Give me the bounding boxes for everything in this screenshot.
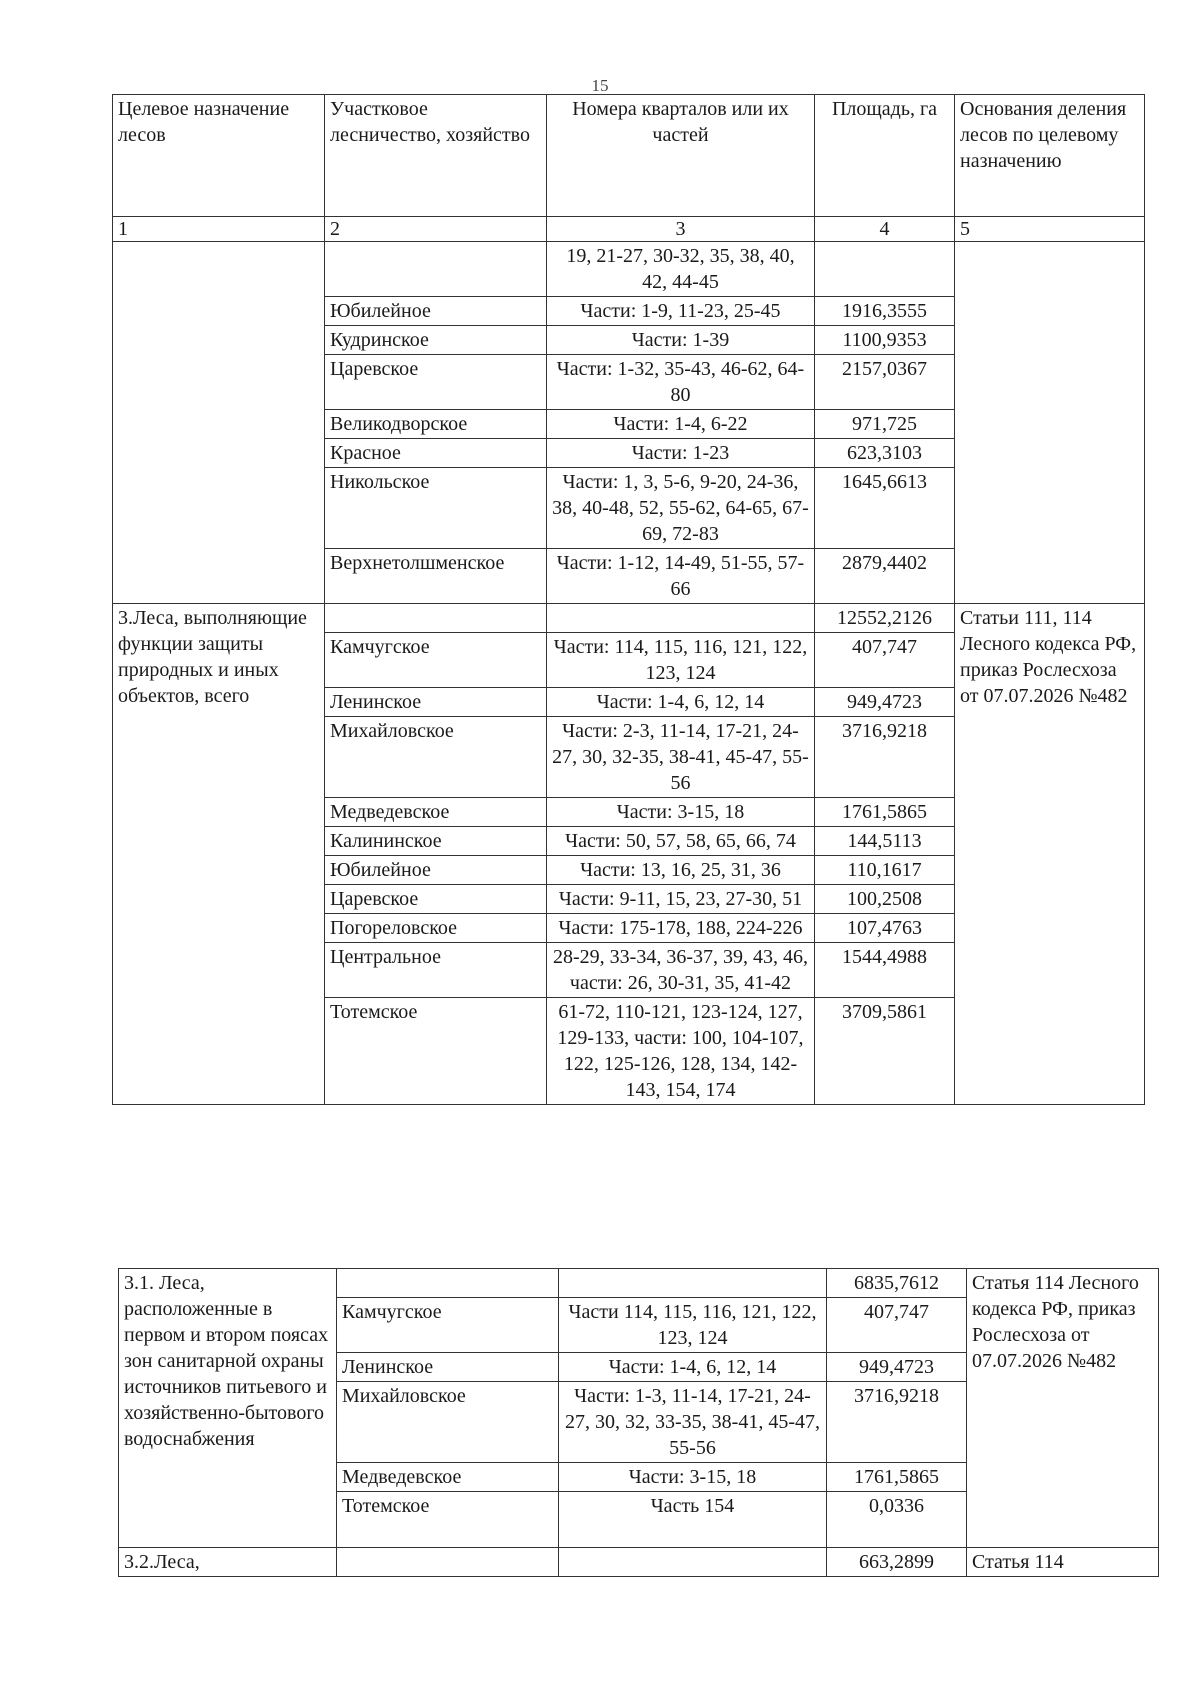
quarters-cell: Части: 1-23 xyxy=(547,439,815,468)
forestry-cell: Камчугское xyxy=(337,1298,559,1353)
area-cell: 1761,5865 xyxy=(827,1463,967,1492)
forestry-cell: Погореловское xyxy=(325,914,547,943)
area-cell: 1761,5865 xyxy=(815,798,955,827)
column-number: 5 xyxy=(955,217,1145,242)
section-total-row xyxy=(119,1269,1159,1298)
quarters-cell: 61-72, 110-121, 123-124, 127, 129-133, части: 100, 104-107, 122, 125-126, 128, 134, 142-143, 154, 174 xyxy=(547,998,815,1105)
quarters-cell: Части: 1, 3, 5-6, 9-20, 24-36, 38, 40-48, 52, 55-62, 64-65, 67-69, 72-83 xyxy=(547,468,815,549)
quarters-cell xyxy=(559,1548,827,1577)
forestry-cell xyxy=(337,1548,559,1577)
quarters-cell: Часть 154 xyxy=(559,1492,827,1548)
table-row xyxy=(113,242,1145,297)
forestry-cell: Михайловское xyxy=(337,1382,559,1463)
column-number: 4 xyxy=(815,217,955,242)
quarters-cell xyxy=(559,1269,827,1298)
area-cell: 3709,5861 xyxy=(815,998,955,1105)
area-cell: 3716,9218 xyxy=(815,717,955,798)
page-number: 15 xyxy=(591,76,609,95)
forestry-cell: Великодворское xyxy=(325,410,547,439)
header-quarters: Номера кварталов или их частей xyxy=(547,95,815,217)
quarters-cell: Части: 1-3, 11-14, 17-21, 24-27, 30, 32, 33-35, 38-41, 45-47, 55-56 xyxy=(559,1382,827,1463)
forestry-cell: Тотемское xyxy=(337,1492,559,1548)
purpose-cell: 3.2.Леса, xyxy=(119,1548,337,1577)
quarters-cell: Части: 2-3, 11-14, 17-21, 24-27, 30, 32-35, 38-41, 45-47, 55-56 xyxy=(547,717,815,798)
forestry-cell: Центральное xyxy=(325,943,547,998)
forestry-cell: Кудринское xyxy=(325,326,547,355)
area-cell xyxy=(815,242,955,297)
area-cell: 2879,4402 xyxy=(815,549,955,604)
area-cell: 2157,0367 xyxy=(815,355,955,410)
basis-cell: Статьи 111, 114 Лесного кодекса РФ, приказ Рослесхоза от 07.07.2026 №482 xyxy=(955,604,1145,1105)
forestry-cell: Ленинское xyxy=(337,1353,559,1382)
quarters-cell: 28-29, 33-34, 36-37, 39, 43, 46, части: 26, 30-31, 35, 41-42 xyxy=(547,943,815,998)
basis-cell xyxy=(955,242,1145,604)
purpose-cell: 3.1. Леса, расположенные в первом и втором поясах зон санитарной охраны источников питьевого и хозяйственно-бытового водоснабжения xyxy=(119,1269,337,1548)
purpose-cell xyxy=(113,242,325,604)
forestry-cell: Михайловское xyxy=(325,717,547,798)
column-number: 2 xyxy=(325,217,547,242)
header-forestry: Участковое лесничество, хозяйство xyxy=(325,95,547,217)
quarters-cell: Части: 1-4, 6-22 xyxy=(547,410,815,439)
quarters-cell: Части: 3-15, 18 xyxy=(559,1463,827,1492)
quarters-cell: Части: 50, 57, 58, 65, 66, 74 xyxy=(547,827,815,856)
forestry-cell: Никольское xyxy=(325,468,547,549)
area-cell: 1544,4988 xyxy=(815,943,955,998)
quarters-cell: Части: 1-39 xyxy=(547,326,815,355)
forestry-cell: Красное xyxy=(325,439,547,468)
quarters-cell: Части: 1-4, 6, 12, 14 xyxy=(559,1353,827,1382)
quarters-cell: Части: 114, 115, 116, 121, 122, 123, 124 xyxy=(547,633,815,688)
forestry-cell: Царевское xyxy=(325,885,547,914)
section-total-row xyxy=(119,1548,1159,1577)
area-cell: 949,4723 xyxy=(827,1353,967,1382)
forest-purpose-table xyxy=(112,94,1145,1105)
area-cell: 971,725 xyxy=(815,410,955,439)
total-area-cell: 6835,7612 xyxy=(827,1269,967,1298)
area-cell: 144,5113 xyxy=(815,827,955,856)
quarters-cell: 19, 21-27, 30-32, 35, 38, 40, 42, 44-45 xyxy=(547,242,815,297)
quarters-cell: Части: 1-32, 35-43, 46-62, 64-80 xyxy=(547,355,815,410)
forestry-cell: Медведевское xyxy=(325,798,547,827)
quarters-cell: Части: 3-15, 18 xyxy=(547,798,815,827)
forestry-cell xyxy=(337,1269,559,1298)
area-cell: 1916,3555 xyxy=(815,297,955,326)
column-number: 1 xyxy=(113,217,325,242)
quarters-cell: Части 114, 115, 116, 121, 122, 123, 124 xyxy=(559,1298,827,1353)
column-number-row xyxy=(113,217,1145,242)
forestry-cell: Медведевское xyxy=(337,1463,559,1492)
basis-cell: Статья 114 xyxy=(967,1548,1159,1577)
quarters-cell: Части: 1-4, 6, 12, 14 xyxy=(547,688,815,717)
quarters-cell: Части: 1-12, 14-49, 51-55, 57-66 xyxy=(547,549,815,604)
total-area-cell: 663,2899 xyxy=(827,1548,967,1577)
forestry-cell: Верхнетолшменское xyxy=(325,549,547,604)
purpose-cell: 3.Леса, выполняющие функции защиты природных и иных объектов, всего xyxy=(113,604,325,1105)
area-cell: 623,3103 xyxy=(815,439,955,468)
forestry-cell: Юбилейное xyxy=(325,297,547,326)
table-header-row xyxy=(113,95,1145,217)
area-cell: 107,4763 xyxy=(815,914,955,943)
area-cell: 3716,9218 xyxy=(827,1382,967,1463)
area-cell: 407,747 xyxy=(827,1298,967,1353)
area-cell: 407,747 xyxy=(815,633,955,688)
quarters-cell: Части: 9-11, 15, 23, 27-30, 51 xyxy=(547,885,815,914)
column-number: 3 xyxy=(547,217,815,242)
header-basis: Основания деления лесов по целевому назначению xyxy=(955,95,1145,217)
forestry-cell xyxy=(325,242,547,297)
area-cell: 1645,6613 xyxy=(815,468,955,549)
header-purpose: Целевое назначение лесов xyxy=(113,95,325,217)
area-cell: 949,4723 xyxy=(815,688,955,717)
area-cell: 1100,9353 xyxy=(815,326,955,355)
basis-cell: Статья 114 Лесного кодекса РФ, приказ Рослесхоза от 07.07.2026 №482 xyxy=(967,1269,1159,1548)
forestry-cell: Тотемское xyxy=(325,998,547,1105)
quarters-cell: Части: 1-9, 11-23, 25-45 xyxy=(547,297,815,326)
quarters-cell xyxy=(547,604,815,633)
forestry-cell: Ленинское xyxy=(325,688,547,717)
forestry-cell: Царевское xyxy=(325,355,547,410)
quarters-cell: Части: 175-178, 188, 224-226 xyxy=(547,914,815,943)
forestry-cell: Камчугское xyxy=(325,633,547,688)
forest-purpose-table-continued xyxy=(118,1268,1159,1577)
forestry-cell xyxy=(325,604,547,633)
section-total-row xyxy=(113,604,1145,633)
total-area-cell: 12552,2126 xyxy=(815,604,955,633)
area-cell: 110,1617 xyxy=(815,856,955,885)
area-cell: 100,2508 xyxy=(815,885,955,914)
forestry-cell: Калининское xyxy=(325,827,547,856)
area-cell: 0,0336 xyxy=(827,1492,967,1548)
header-area: Площадь, га xyxy=(815,95,955,217)
forestry-cell: Юбилейное xyxy=(325,856,547,885)
quarters-cell: Части: 13, 16, 25, 31, 36 xyxy=(547,856,815,885)
